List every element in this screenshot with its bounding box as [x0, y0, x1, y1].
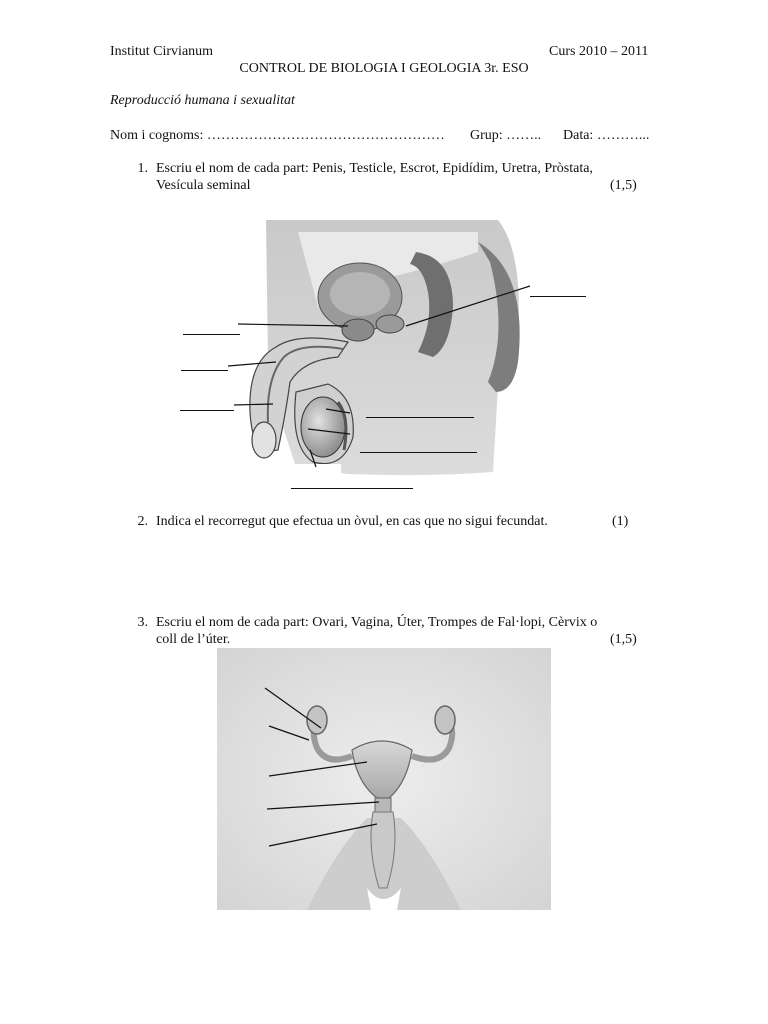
question-3-text-cont: coll de l’úter. — [156, 632, 231, 647]
answer-blank[interactable] — [291, 488, 413, 489]
name-field: Nom i cognoms: …………………………………………… — [110, 128, 445, 143]
answer-blank[interactable] — [366, 417, 474, 418]
question-2-text: Indica el recorregut que efectua un òvul, en cas que no sigui fecundat. — [156, 514, 548, 529]
answer-blank[interactable] — [530, 296, 586, 297]
female-anatomy-illustration — [217, 648, 551, 910]
course-year: Curs 2010 – 2011 — [549, 44, 649, 59]
date-field: Data: ………... — [563, 128, 650, 143]
male-anatomy-illustration — [178, 212, 598, 497]
exam-title: CONTROL DE BIOLOGIA I GEOLOGIA 3r. ESO — [239, 61, 529, 76]
male-reproductive-diagram — [178, 212, 598, 497]
group-field: Grup: …….. — [470, 128, 542, 143]
question-1-number: 1. — [137, 161, 148, 176]
question-3-number: 3. — [137, 615, 148, 630]
answer-blank[interactable] — [180, 410, 234, 411]
question-2-points: (1) — [612, 514, 629, 529]
question-2-number: 2. — [137, 514, 148, 529]
question-1-points: (1,5) — [610, 178, 637, 193]
answer-blank[interactable] — [183, 334, 240, 335]
question-3-text: Escriu el nom de cada part: Ovari, Vagina, Úter, Trompes de Fal·lopi, Cèrvix o — [156, 615, 598, 630]
answer-blank[interactable] — [181, 370, 228, 371]
exam-subtitle: Reproducció humana i sexualitat — [110, 93, 295, 108]
school-name: Institut Cirvianum — [110, 44, 214, 59]
answer-blank[interactable] — [360, 452, 477, 453]
female-reproductive-diagram — [217, 648, 551, 910]
question-1-text: Escriu el nom de cada part: Penis, Testicle, Escrot, Epidídim, Uretra, Pròstata, — [156, 161, 593, 176]
question-3-points: (1,5) — [610, 632, 637, 647]
question-1-text-cont: Vesícula seminal — [156, 178, 251, 193]
